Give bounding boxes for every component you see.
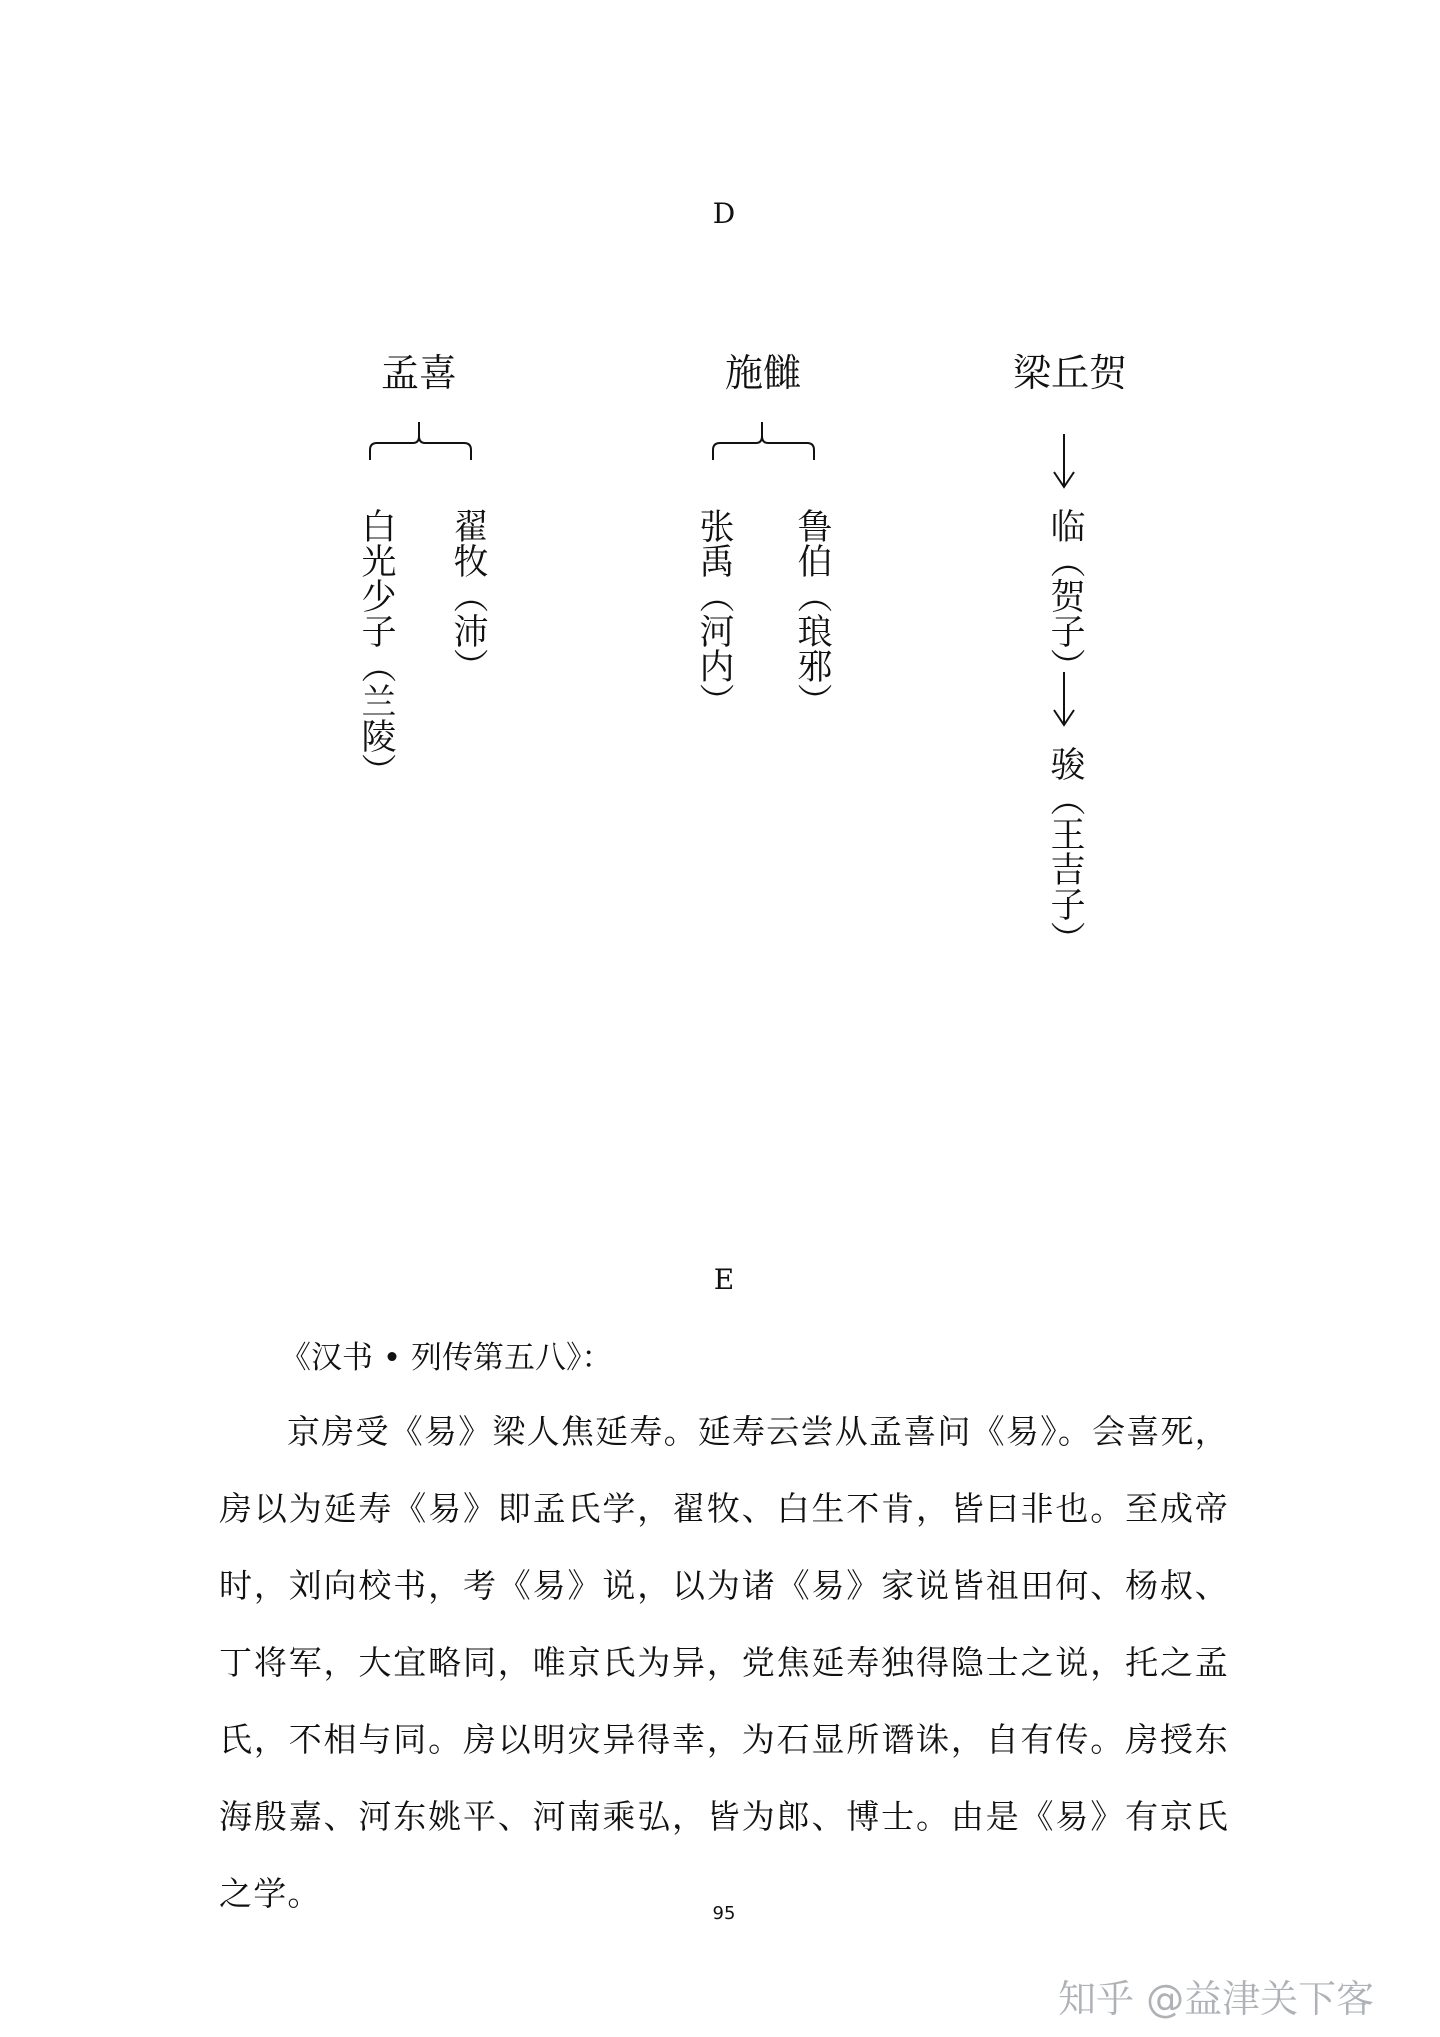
disciple-name: 鲁伯 <box>792 508 832 578</box>
brace-meng-xi <box>370 422 471 460</box>
master-shi-chou: 施雠 <box>724 351 801 395</box>
successor-lin <box>1045 508 1085 683</box>
section-e-label: E <box>713 1263 735 1296</box>
successor-jun <box>1045 746 1085 956</box>
section-d-label: D <box>712 197 736 230</box>
master-meng-xi: 孟喜 <box>380 351 457 395</box>
watermark: 知乎 @益津关下客 <box>1058 1977 1375 2021</box>
successor-note: （贺子） <box>1045 543 1085 683</box>
page-number: 95 <box>712 1903 736 1924</box>
diagram-connectors <box>0 0 1440 1000</box>
disciple-origin: （沛） <box>448 578 488 683</box>
disciple-name: 翟牧 <box>448 508 488 578</box>
disciple-origin: （兰陵） <box>356 648 396 788</box>
disciple-zhang-yu <box>694 508 734 718</box>
disciple-name: 张禹 <box>694 508 734 578</box>
arrow-to-lin <box>1054 434 1074 487</box>
disciple-lu-bo <box>792 508 832 718</box>
disciple-zhai-mu <box>448 508 488 683</box>
citation-title: 《汉书 • 列传第五八》： <box>280 1340 613 1376</box>
successor-name: 骏 <box>1045 746 1085 781</box>
disciple-origin: （琅邪） <box>792 578 832 718</box>
brace-shi-chou <box>713 422 814 460</box>
disciple-name: 白光少子 <box>356 508 396 648</box>
body-paragraph: 京房受《易》梁人焦延寿。延寿云尝从孟喜问《易》。会喜死，房以为延寿《易》即孟氏学，翟牧、白生不肯，皆曰非也。至成帝时，刘向校书，考《易》说，以为诸《易》家说皆祖田何、杨叔、丁将军，大宜略同，唯京氏为异，党焦延寿独得隐士之说，托之孟氏，不相与同。房以明灾异得幸，为石显所谮诛，自有传。房授东海殷嘉、河东姚平、河南乘弘，皆为郎、博士。由是《易》有京氏之学。 <box>219 1412 1229 1913</box>
successor-note: （王吉子） <box>1045 781 1085 956</box>
successor-name: 临 <box>1045 508 1085 543</box>
master-liangqiu-he: 梁丘贺 <box>1012 351 1127 395</box>
disciple-bai-guang-shao-zi <box>356 508 396 788</box>
disciple-origin: （河内） <box>694 578 734 718</box>
